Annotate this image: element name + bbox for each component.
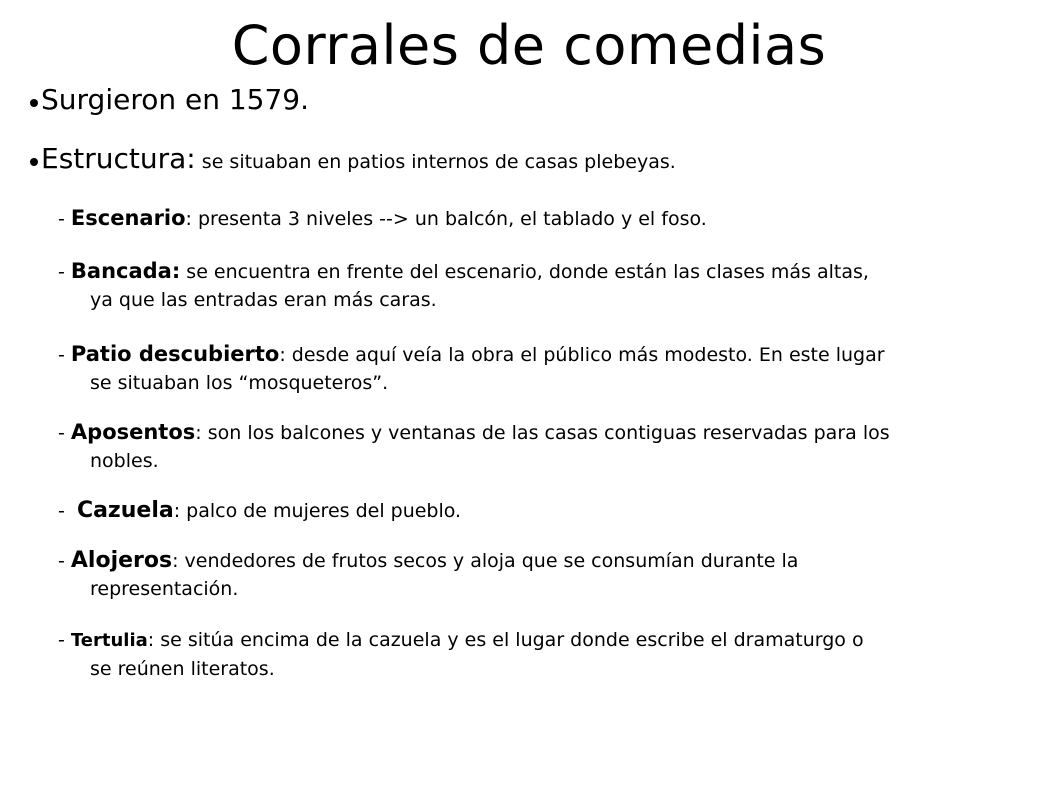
item-continuation: representación.	[90, 578, 239, 600]
item-continuation: nobles.	[90, 450, 159, 472]
item-continuation: ya que las entradas eran más caras.	[90, 289, 437, 311]
item-line	[58, 257, 1008, 286]
list-item-patio	[58, 340, 1008, 397]
item-dash: -	[58, 629, 71, 651]
item-line	[58, 547, 1008, 575]
bullet-text: Surgieron en 1579.	[41, 83, 310, 116]
item-term: Tertulia	[70, 630, 148, 651]
item-line	[58, 418, 1008, 447]
bullet-heading: Estructura:	[41, 142, 196, 175]
item-continuation: se reúnen literatos.	[90, 658, 275, 680]
list-item-bancada	[58, 257, 1008, 314]
item-description: : vendedores de frutos secos y aloja que se consumían durante la	[172, 550, 799, 572]
item-term: Patio descubierto	[70, 342, 280, 366]
bullet-origin	[30, 82, 309, 118]
list-item-tertulia	[58, 626, 1008, 683]
item-line	[58, 340, 1008, 369]
item-description: se encuentra en frente del escenario, donde están las clases más altas,	[180, 261, 869, 283]
item-dash: -	[58, 261, 71, 283]
item-line	[58, 497, 1008, 525]
item-term: Aposentos	[70, 420, 196, 444]
bullet-dot-icon	[30, 158, 38, 166]
item-description: : palco de mujeres del pueblo.	[173, 500, 462, 522]
item-term: Alojeros	[70, 548, 173, 573]
item-dash: -	[58, 208, 71, 230]
item-line	[58, 204, 1008, 233]
item-description: : se sitúa encima de la cazuela y es el lugar donde escribe el dramaturgo o	[147, 629, 864, 651]
item-term: Bancada:	[70, 259, 181, 283]
list-item-escenario	[58, 204, 1008, 233]
item-term: Escenario	[70, 206, 186, 230]
item-term: Cazuela	[76, 498, 174, 523]
slide-title: Corrales de comedias	[231, 14, 827, 77]
item-dash: -	[58, 422, 71, 444]
item-description: : presenta 3 niveles --> un balcón, el tablado y el foso.	[185, 208, 707, 230]
list-item-cazuela	[58, 497, 1008, 525]
item-description: : son los balcones y ventanas de las casas contiguas reservadas para los	[195, 422, 890, 444]
list-item-alojeros	[58, 547, 1008, 603]
item-dash: -	[58, 500, 77, 522]
list-item-aposentos	[58, 418, 1008, 475]
bullet-text: se situaban en patios internos de casas plebeyas.	[195, 151, 676, 173]
item-dash: -	[58, 550, 71, 572]
item-dash: -	[58, 344, 71, 366]
bullet-dot-icon	[30, 99, 38, 107]
item-line	[58, 626, 1008, 655]
item-description: : desde aquí veía la obra el público más modesto. En este lugar	[279, 344, 885, 366]
bullet-structure	[30, 142, 676, 175]
item-continuation: se situaban los “mosqueteros”.	[90, 372, 389, 394]
